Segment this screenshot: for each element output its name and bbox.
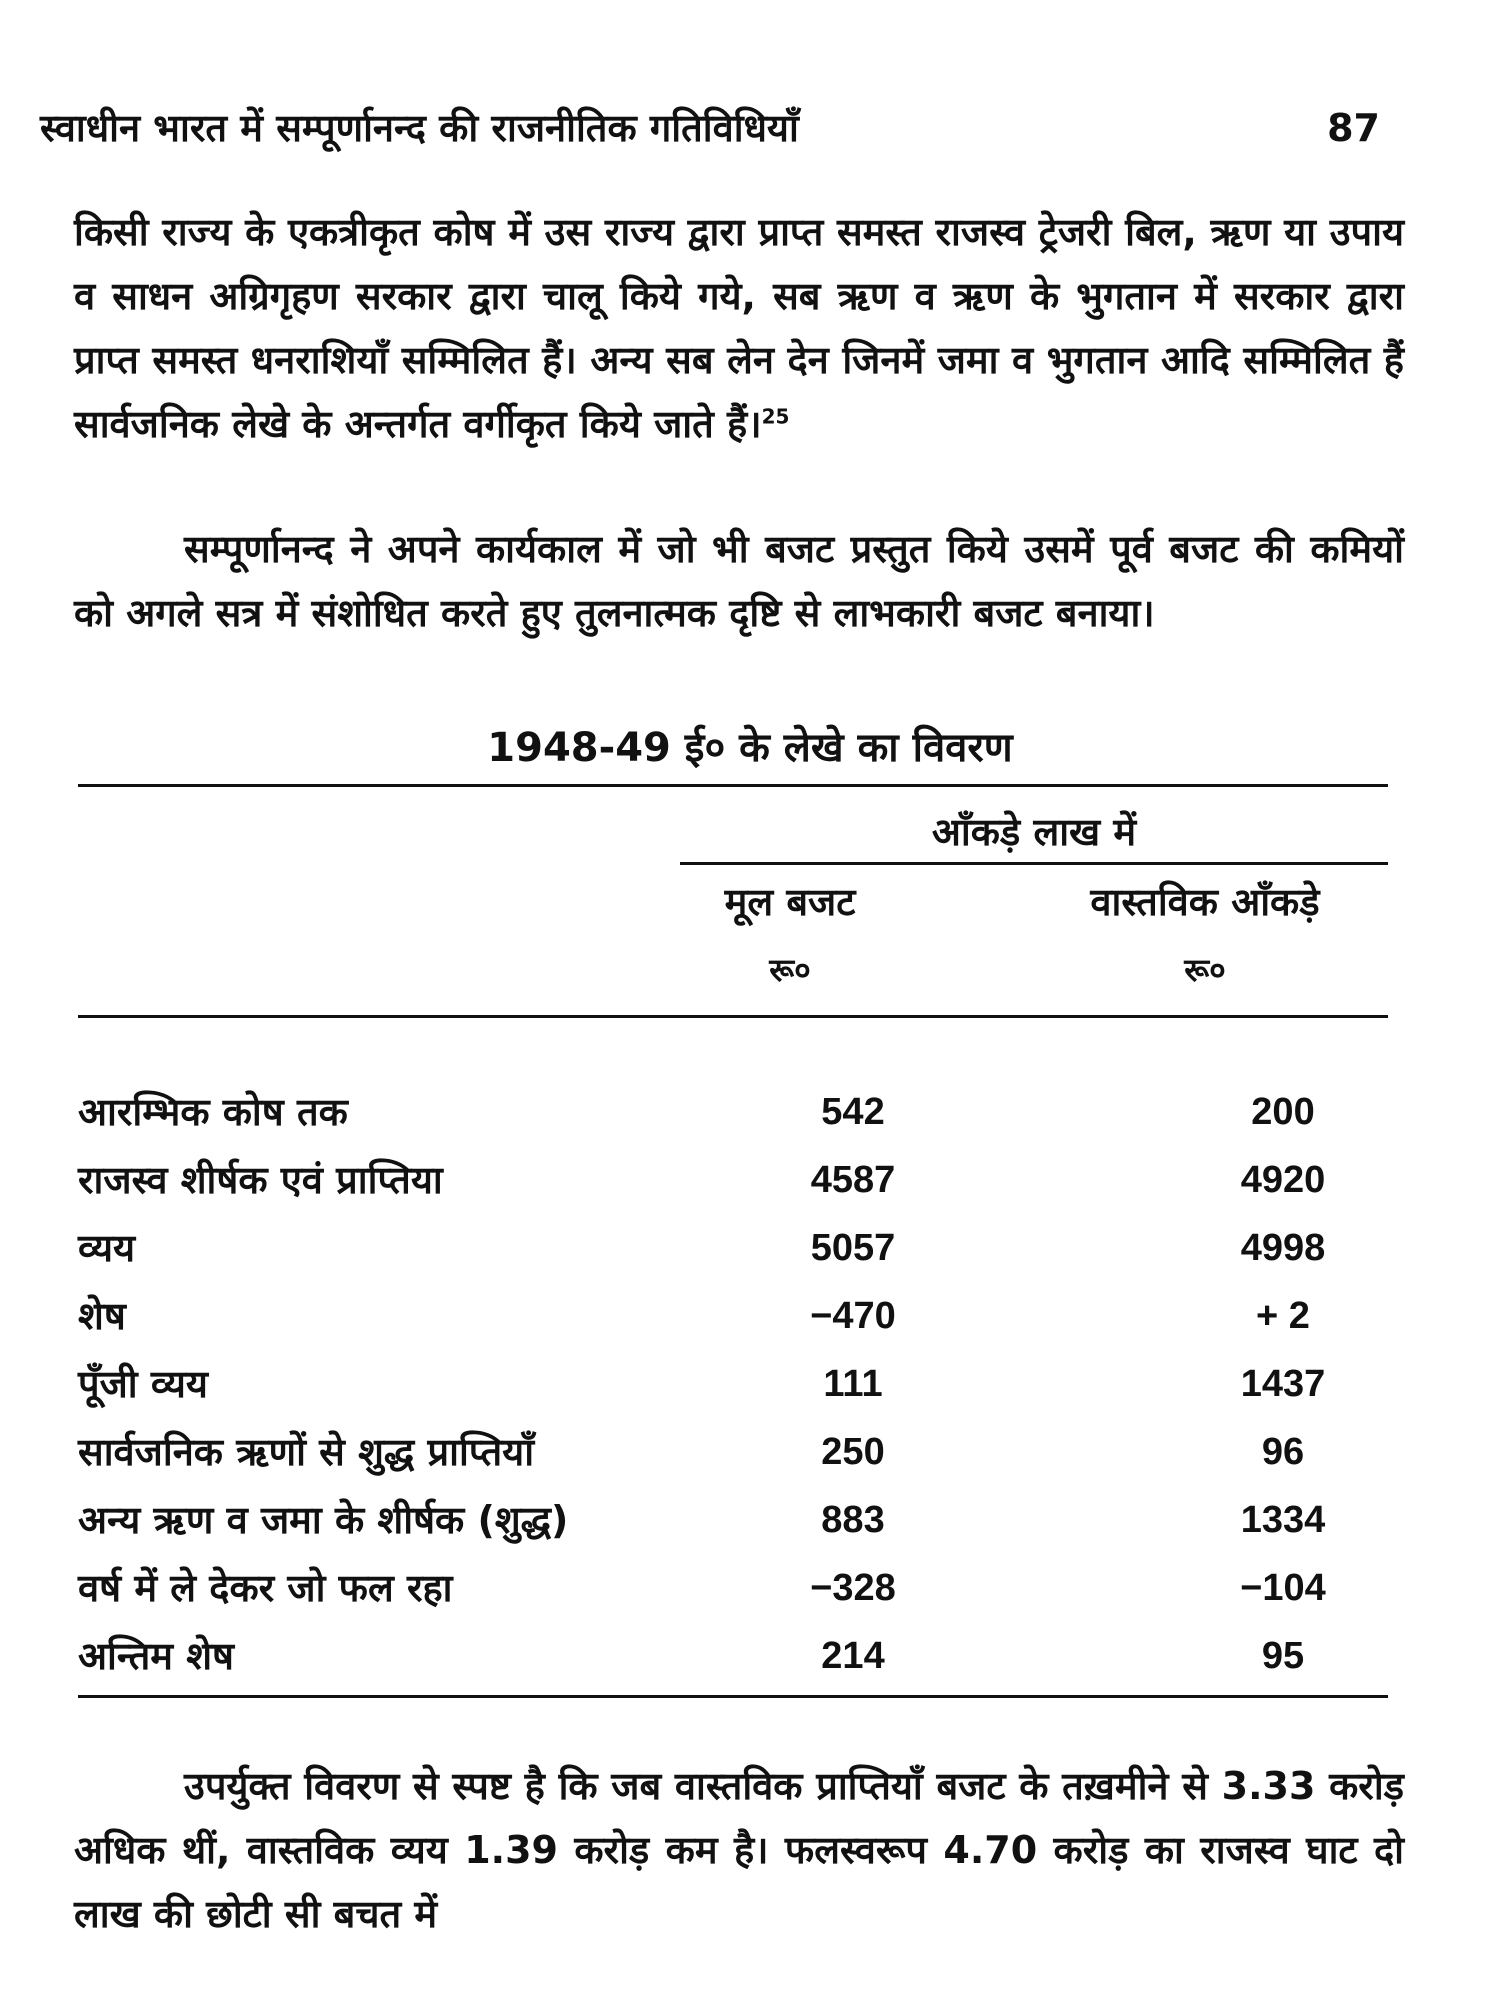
page-number: 87 — [1327, 106, 1380, 150]
row-label: आरम्भिक कोष तक — [78, 1090, 348, 1134]
table-row — [78, 1418, 1388, 1486]
column-header-actual: वास्तविक आँकड़े — [1090, 880, 1320, 924]
table-title: 1948-49 ई० के लेखे का विवरण — [487, 725, 1013, 771]
table-row — [78, 1078, 1388, 1146]
row-label: शेष — [78, 1294, 126, 1338]
table-group-header: आँकड़े लाख में — [931, 810, 1137, 854]
table-row — [78, 1622, 1388, 1690]
actual-value: 4998 — [1240, 1227, 1326, 1269]
table-bottom-rule — [78, 1695, 1388, 1698]
row-label: अन्य ऋण व जमा के शीर्षक (शुद्ध) — [78, 1498, 569, 1542]
budget-value: 542 — [821, 1091, 885, 1133]
paragraph-2: सम्पूर्णानन्द ने अपने कार्यकाल में जो भी बजट प्रस्तुत किये उसमें पूर्व बजट की कमियों को अगले सत्र में संशोधित करते हुए तुलनात्मक दृष्टि से लाभकारी बजट बनाया। — [74, 527, 1404, 635]
row-label: व्यय — [78, 1226, 136, 1270]
column-header-budget: मूल बजट — [724, 880, 856, 924]
actual-value: 1334 — [1240, 1499, 1326, 1541]
column-unit-budget: रू० — [769, 951, 811, 989]
footnote-reference: 25 — [761, 404, 790, 429]
paragraph-1-text: किसी राज्य के एकत्रीकृत कोष में उस राज्य द्वारा प्राप्त समस्त राजस्व ट्रेजरी बिल, ऋण या उपाय व साधन अग्रिगृहण सरकार द्वारा चालू किये गये, सब ऋण व ऋण के भुगतान में सरकार द्वारा प्राप्त समस्त धनराशियाँ सम्मिलित हैं। अन्य सब लेन देन जिनमें जमा व भुगतान आदि सम्मिलित हैं सार्वजनिक लेखे के अन्तर्गत वर्गीकृत किये जाते हैं। — [74, 210, 1404, 446]
table-row — [78, 1486, 1388, 1554]
budget-value: 883 — [821, 1499, 885, 1541]
table-row — [78, 1554, 1388, 1622]
group-header-rule — [680, 862, 1388, 865]
paragraph-3: उपर्युक्त विवरण से स्पष्ट है कि जब वास्तविक प्राप्तियाँ बजट के तख़मीने से 3.33 करोड़ अधिक थीं, वास्तविक व्यय 1.39 करोड़ कम है। फलस्वरूप 4.70 करोड़ का राजस्व घाट दो लाख की छोटी सी बचत में — [74, 1764, 1404, 1936]
budget-value: 4587 — [810, 1159, 896, 1201]
budget-value: 111 — [823, 1363, 883, 1405]
row-label: अन्तिम शेष — [78, 1634, 234, 1678]
budget-value: 5057 — [810, 1227, 896, 1269]
budget-value: 214 — [821, 1635, 885, 1677]
table-header-rule — [78, 1015, 1388, 1018]
row-label: पूँजी व्यय — [78, 1362, 208, 1406]
table-row — [78, 1350, 1388, 1418]
row-label: वर्ष में ले देकर जो फल रहा — [78, 1566, 453, 1610]
table-body — [78, 1078, 1388, 1690]
table-row — [78, 1282, 1388, 1350]
row-label: सार्वजनिक ऋणों से शुद्ध प्राप्तियाँ — [78, 1430, 535, 1474]
paragraph-1 — [74, 200, 1404, 456]
actual-value: 4920 — [1240, 1159, 1326, 1201]
actual-value: + 2 — [1256, 1295, 1310, 1337]
actual-value: 200 — [1251, 1091, 1315, 1133]
row-label: राजस्व शीर्षक एवं प्राप्तिया — [78, 1158, 443, 1202]
column-unit-actual: रू० — [1184, 951, 1226, 989]
table-row — [78, 1146, 1388, 1214]
budget-value: −470 — [810, 1295, 896, 1337]
table-top-rule — [78, 784, 1388, 787]
budget-value: −328 — [810, 1567, 896, 1609]
actual-value: 96 — [1261, 1431, 1305, 1473]
budget-value: 250 — [821, 1431, 885, 1473]
actual-value: 95 — [1261, 1635, 1305, 1677]
actual-value: −104 — [1240, 1567, 1326, 1609]
running-title: स्वाधीन भारत में सम्पूर्णानन्द की राजनीतिक गतिविधियाँ — [40, 106, 799, 150]
table-row — [78, 1214, 1388, 1282]
actual-value: 1437 — [1240, 1363, 1326, 1405]
